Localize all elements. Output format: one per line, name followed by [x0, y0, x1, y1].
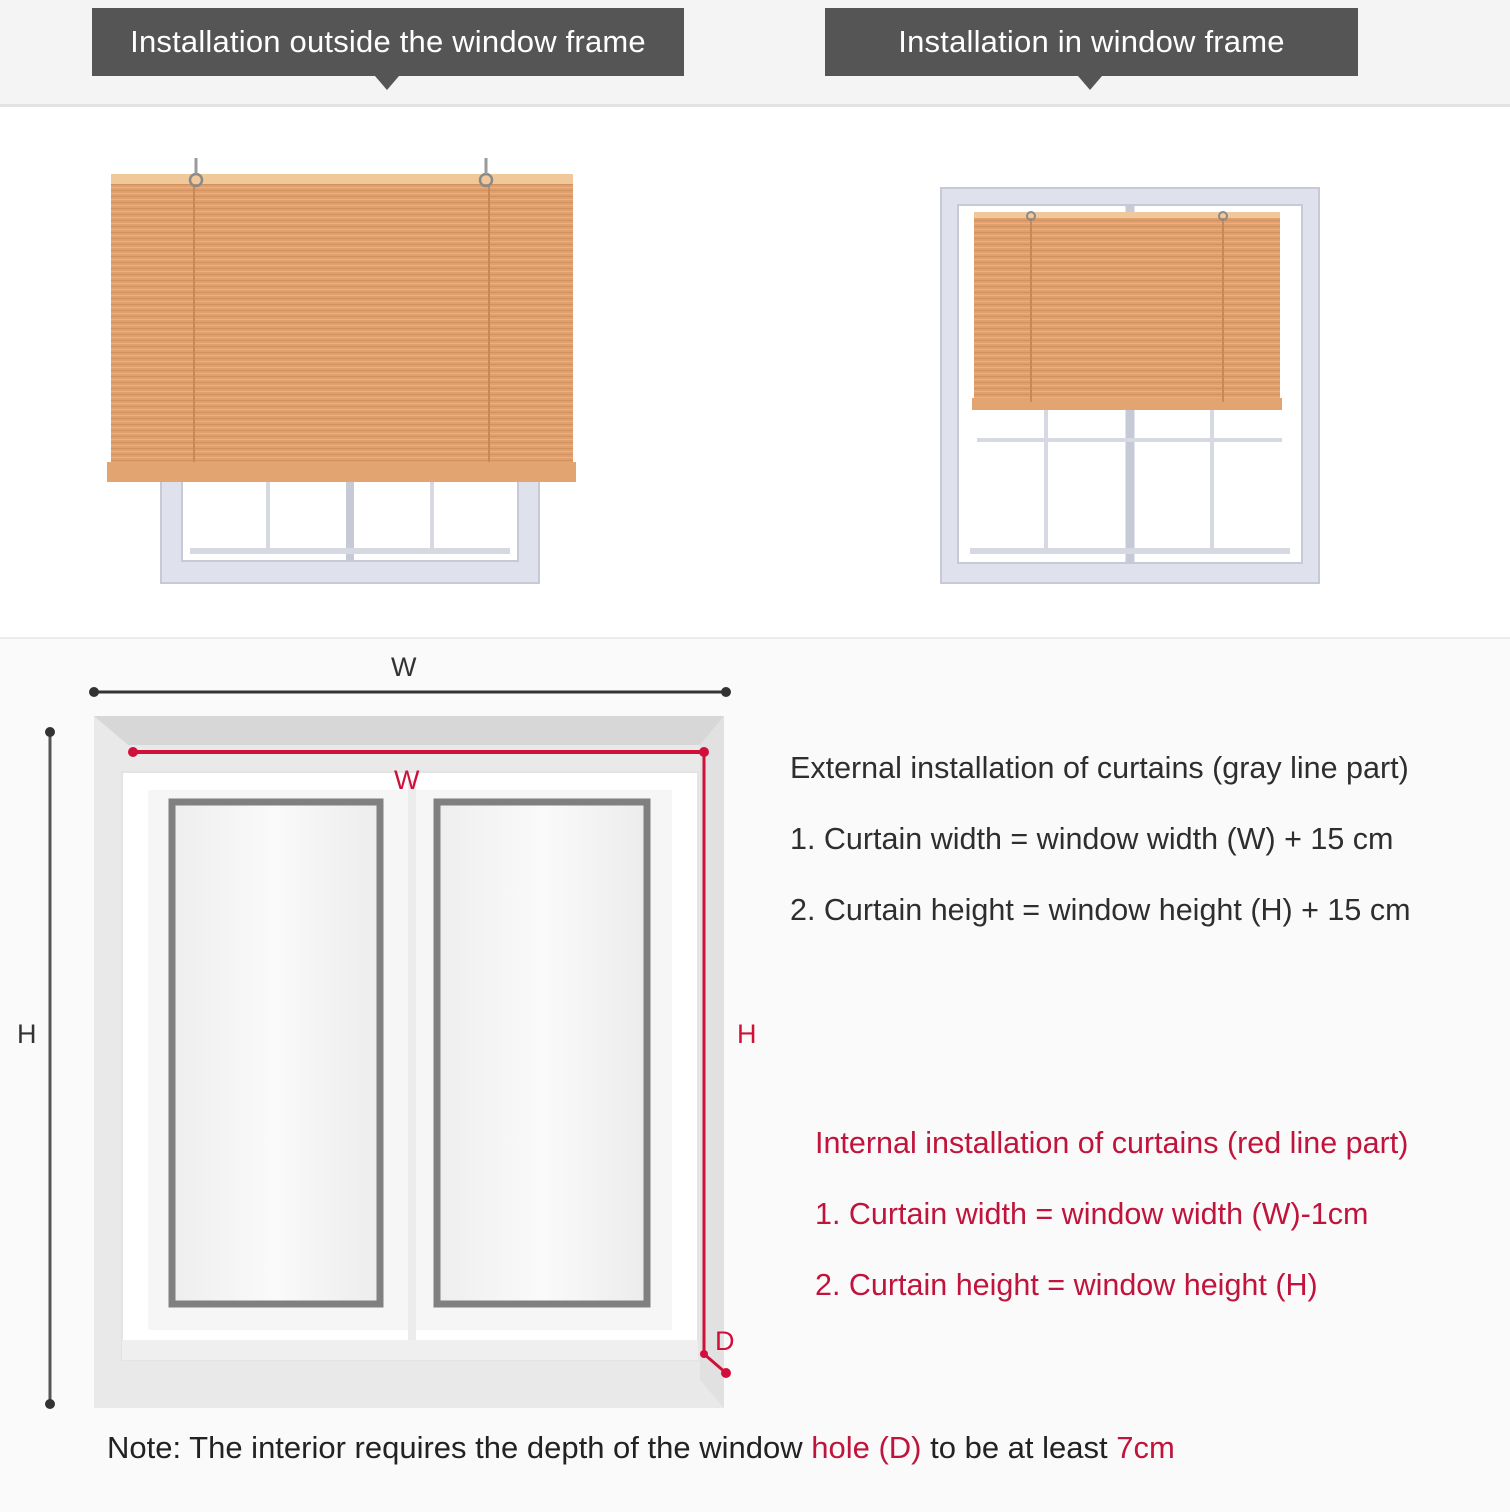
inside-window-illustration: [941, 188, 1319, 583]
external-title: External installation of curtains (gray line part): [790, 751, 1409, 785]
tab-outside-frame: Installation outside the window frame: [92, 8, 684, 76]
internal-rule-height: 2. Curtain height = window height (H): [815, 1268, 1318, 1302]
note-min-depth: 7cm: [1116, 1430, 1175, 1465]
external-rule-width: 1. Curtain width = window width (W) + 15 cm: [790, 822, 1394, 856]
inner-width-label: W: [394, 765, 420, 795]
note-hole: hole (D): [811, 1430, 922, 1465]
internal-rule-width: 1. Curtain width = window width (W)-1cm: [815, 1197, 1369, 1231]
inside-blind: [974, 218, 1280, 402]
external-rule-height: 2. Curtain height = window height (H) + 15 cm: [790, 893, 1411, 927]
outside-window-illustration: [161, 470, 539, 583]
inner-height-label: H: [737, 1019, 757, 1049]
note-prefix: Note: The interior requires the depth of the window: [107, 1430, 812, 1465]
window-measurement-diagram: [94, 716, 724, 1408]
outer-width-label: W: [391, 652, 417, 682]
outside-blind: [107, 158, 576, 482]
left-pane: [172, 802, 380, 1304]
depth-note: [107, 1430, 1175, 1466]
note-middle: to be at least: [921, 1430, 1117, 1465]
internal-title: Internal installation of curtains (red line part): [815, 1126, 1409, 1160]
right-pane: [437, 802, 647, 1304]
depth-label: D: [715, 1326, 735, 1356]
outer-height-label: H: [17, 1019, 37, 1049]
tab-inside-frame: Installation in window frame: [825, 8, 1358, 76]
